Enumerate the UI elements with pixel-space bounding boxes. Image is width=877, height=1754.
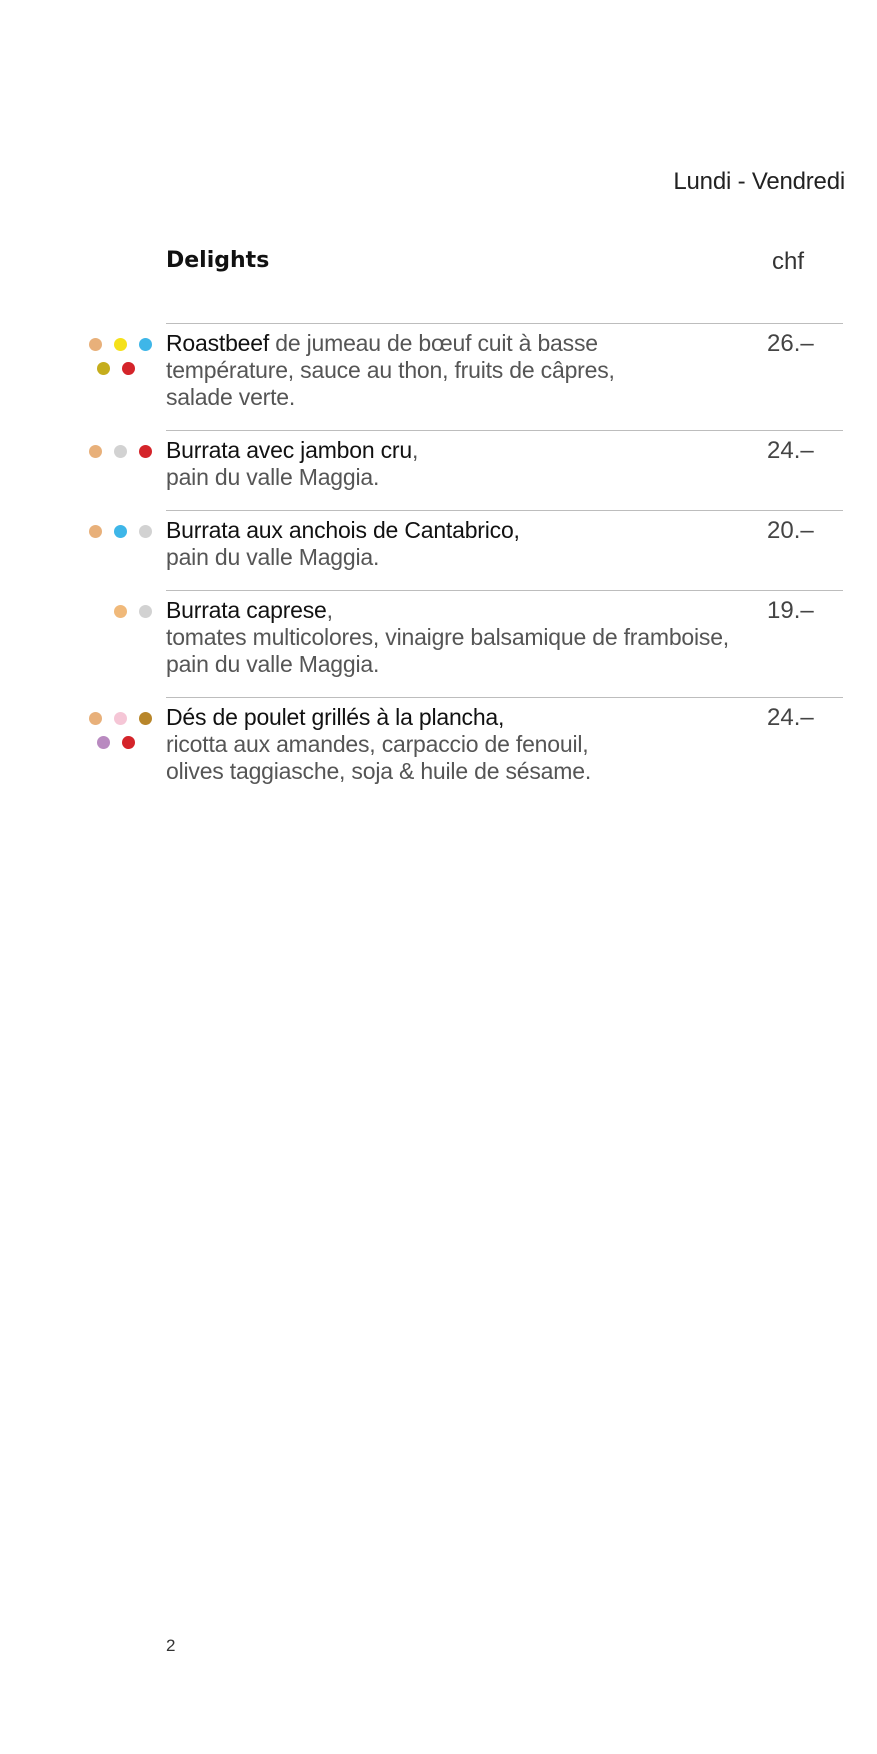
allergen-dot: [139, 445, 152, 458]
menu-item-desc-line: pain du valle Maggia.: [166, 544, 380, 570]
menu-item: [166, 590, 843, 697]
menu-item-price: 26.–: [767, 330, 814, 357]
menu-item-name: Burrata avec jambon cru: [166, 437, 412, 463]
menu-item-description: [166, 698, 766, 785]
menu-item-price: 20.–: [767, 517, 814, 544]
menu-item-desc-line: température, sauce au thon, fruits de câpres,: [166, 357, 615, 383]
menu-item-description: [166, 511, 766, 571]
menu-item-name: Burrata aux anchois de Cantabrico,: [166, 517, 520, 543]
menu-item-desc-line: olives taggiasche, soja & huile de sésame.: [166, 758, 592, 784]
menu-item-price: 24.–: [767, 437, 814, 464]
menu-item-name: Roastbeef: [166, 330, 270, 356]
allergen-dots: [80, 445, 152, 458]
allergen-dot: [114, 445, 127, 458]
menu-item-description: [166, 431, 766, 491]
allergen-dot: [97, 362, 110, 375]
menu-item: [166, 323, 843, 430]
allergen-dot: [89, 338, 102, 351]
allergen-dots: [80, 525, 152, 538]
allergen-dot: [122, 362, 135, 375]
allergen-dot: [139, 525, 152, 538]
menu-item-desc-inline: ,: [326, 597, 333, 623]
menu-item-desc-inline: ,: [411, 437, 419, 463]
section-title: Delights: [166, 248, 270, 273]
allergen-dot: [114, 525, 127, 538]
menu-items-list: [0, 323, 877, 802]
menu-item: [166, 430, 843, 510]
allergen-dot: [89, 712, 102, 725]
menu-item-desc-line: tomates multicolores, vinaigre balsamique de framboise,: [166, 624, 729, 650]
allergen-dot: [114, 605, 127, 618]
allergen-dots: [80, 605, 152, 618]
menu-item-desc-line: salade verte.: [166, 384, 296, 410]
page-number: 2: [166, 1636, 176, 1655]
menu-item-price: 24.–: [767, 704, 814, 731]
allergen-dot: [89, 445, 102, 458]
days-label: Lundi - Vendredi: [673, 168, 845, 195]
menu-item-desc-line: pain du valle Maggia.: [166, 651, 380, 677]
menu-item-desc-line: ricotta aux amandes, carpaccio de fenouil,: [166, 731, 589, 757]
allergen-dots: [80, 712, 152, 749]
allergen-dot: [139, 338, 152, 351]
allergen-dot: [89, 525, 102, 538]
menu-item-desc-line: pain du valle Maggia.: [166, 464, 380, 490]
allergen-dot: [122, 736, 135, 749]
menu-item: [166, 510, 843, 590]
allergen-dots: [80, 338, 152, 375]
menu-item-name: Burrata caprese: [166, 597, 327, 623]
allergen-dot: [97, 736, 110, 749]
allergen-dot: [139, 605, 152, 618]
allergen-dot: [139, 712, 152, 725]
menu-item-description: [166, 324, 766, 411]
allergen-dot: [114, 712, 127, 725]
currency-label: chf: [772, 248, 805, 275]
menu-item-price: 19.–: [767, 597, 814, 624]
menu-item-name: Dés de poulet grillés à la plancha,: [166, 704, 505, 730]
allergen-dot: [114, 338, 127, 351]
menu-item-desc-inline: de jumeau de bœuf cuit à basse: [269, 330, 598, 356]
menu-item-description: [166, 591, 766, 678]
menu-item: [166, 697, 843, 802]
